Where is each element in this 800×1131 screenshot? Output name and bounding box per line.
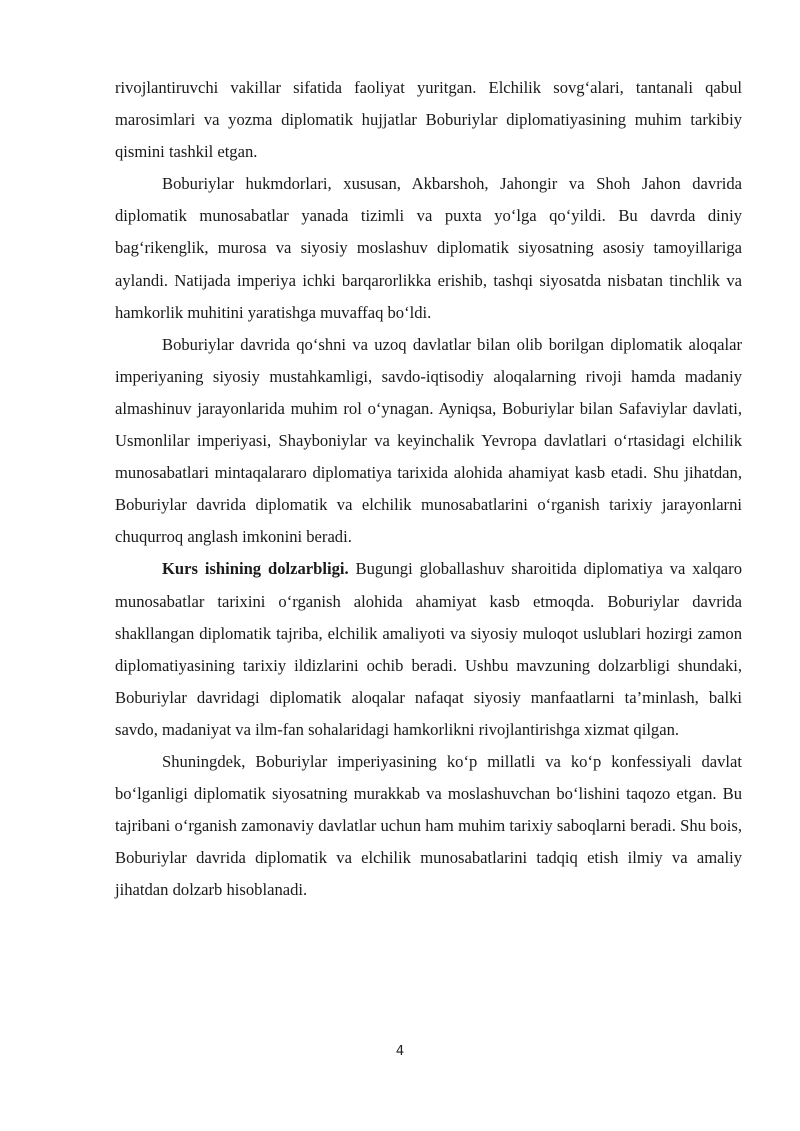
paragraph-conclusion xyxy=(115,746,742,906)
paragraph-text: rivojlantiruvchi vakillar sifatida faoliyat yuritgan. Elchilik sovg‘alari, tantanali qabul marosimlari va yozma diplomatik hujjatlar Boburiylar diplomatiyasining muhim tarkibiy qismini tashkil etgan. xyxy=(115,78,742,162)
page-number: 4 xyxy=(395,1044,405,1059)
paragraph-continuation xyxy=(115,72,742,168)
document-page xyxy=(115,72,742,906)
paragraph-foreign-relations xyxy=(115,329,742,554)
paragraph-text: Boburiylar davrida qo‘shni va uzoq davlatlar bilan olib borilgan diplomatik aloqalar imperiyaning siyosiy mustahkamligi, savdo-iqtisodiy aloqalarning rivoji hamda madaniy almashinuv jarayonlarida muhim rol o‘ynagan. Ayniqsa, Boburiylar bilan Safaviylar davlati, Usmonlilar imperiyasi, Shayboniylar va keyinchalik Yevropa davlatlari o‘rtasidagi elchilik munosabatlari mintaqalararo diplomatiya tarixida alohida ahamiyat kasb etadi. Shu jihatdan, Boburiylar davrida diplomatik va elchilik munosabatlarini o‘rganish tarixiy jarayonlarni chuqurroq anglash imkonini beradi. xyxy=(115,334,742,547)
paragraph-rulers-diplomacy xyxy=(115,168,742,328)
paragraph-lead-heading: Kurs ishining dolzarbligi. xyxy=(162,559,349,579)
paragraph-text: Bugungi globallashuv sharoitida diplomatiya va xalqaro munosabatlar tarixini o‘rganish alohida ahamiyat kasb etmoqda. Boburiylar davrida shakllangan diplomatik tajriba, elchilik amaliyoti va siyosiy muloqot uslublari hozirgi zamon diplomatiyasining tarixiy ildizlarini ochib beradi. Ushbu mavzuning dolzarbligi shundaki, Boburiylar davridagi diplomatik aloqalar nafaqat siyosiy manfaatlarni ta’minlash, balki savdo, madaniyat va ilm-fan sohalaridagi hamkorlikni rivojlantirishga xizmat qilgan. xyxy=(115,559,742,739)
paragraph-text: Boburiylar hukmdorlari, xususan, Akbarshoh, Jahongir va Shoh Jahon davrida diplomatik munosabatlar yanada tizimli va puxta yo‘lga qo‘yildi. Bu davrda diniy bag‘rikenglik, murosa va siyosiy moslashuv diplomatik siyosatning asosiy tamoyillariga aylandi. Natijada imperiya ichki barqarorlikka erishib, tashqi siyosatda nisbatan tinchlik va hamkorlik muhitini yaratishga muvaffaq bo‘ldi. xyxy=(115,174,742,322)
paragraph-relevance xyxy=(115,553,742,746)
paragraph-text: Shuningdek, Boburiylar imperiyasining ko‘p millatli va ko‘p konfessiyali davlat bo‘lganligi diplomatik siyosatning murakkab va moslashuvchan bo‘lishini taqozo etgan. Bu tajribani o‘rganish zamonaviy davlatlar uchun ham muhim tarixiy saboqlarni beradi. Shu bois, Boburiylar davrida diplomatik va elchilik munosabatlarini tadqiq etish ilmiy va amaliy jihatdan dolzarb hisoblanadi. xyxy=(115,751,742,900)
